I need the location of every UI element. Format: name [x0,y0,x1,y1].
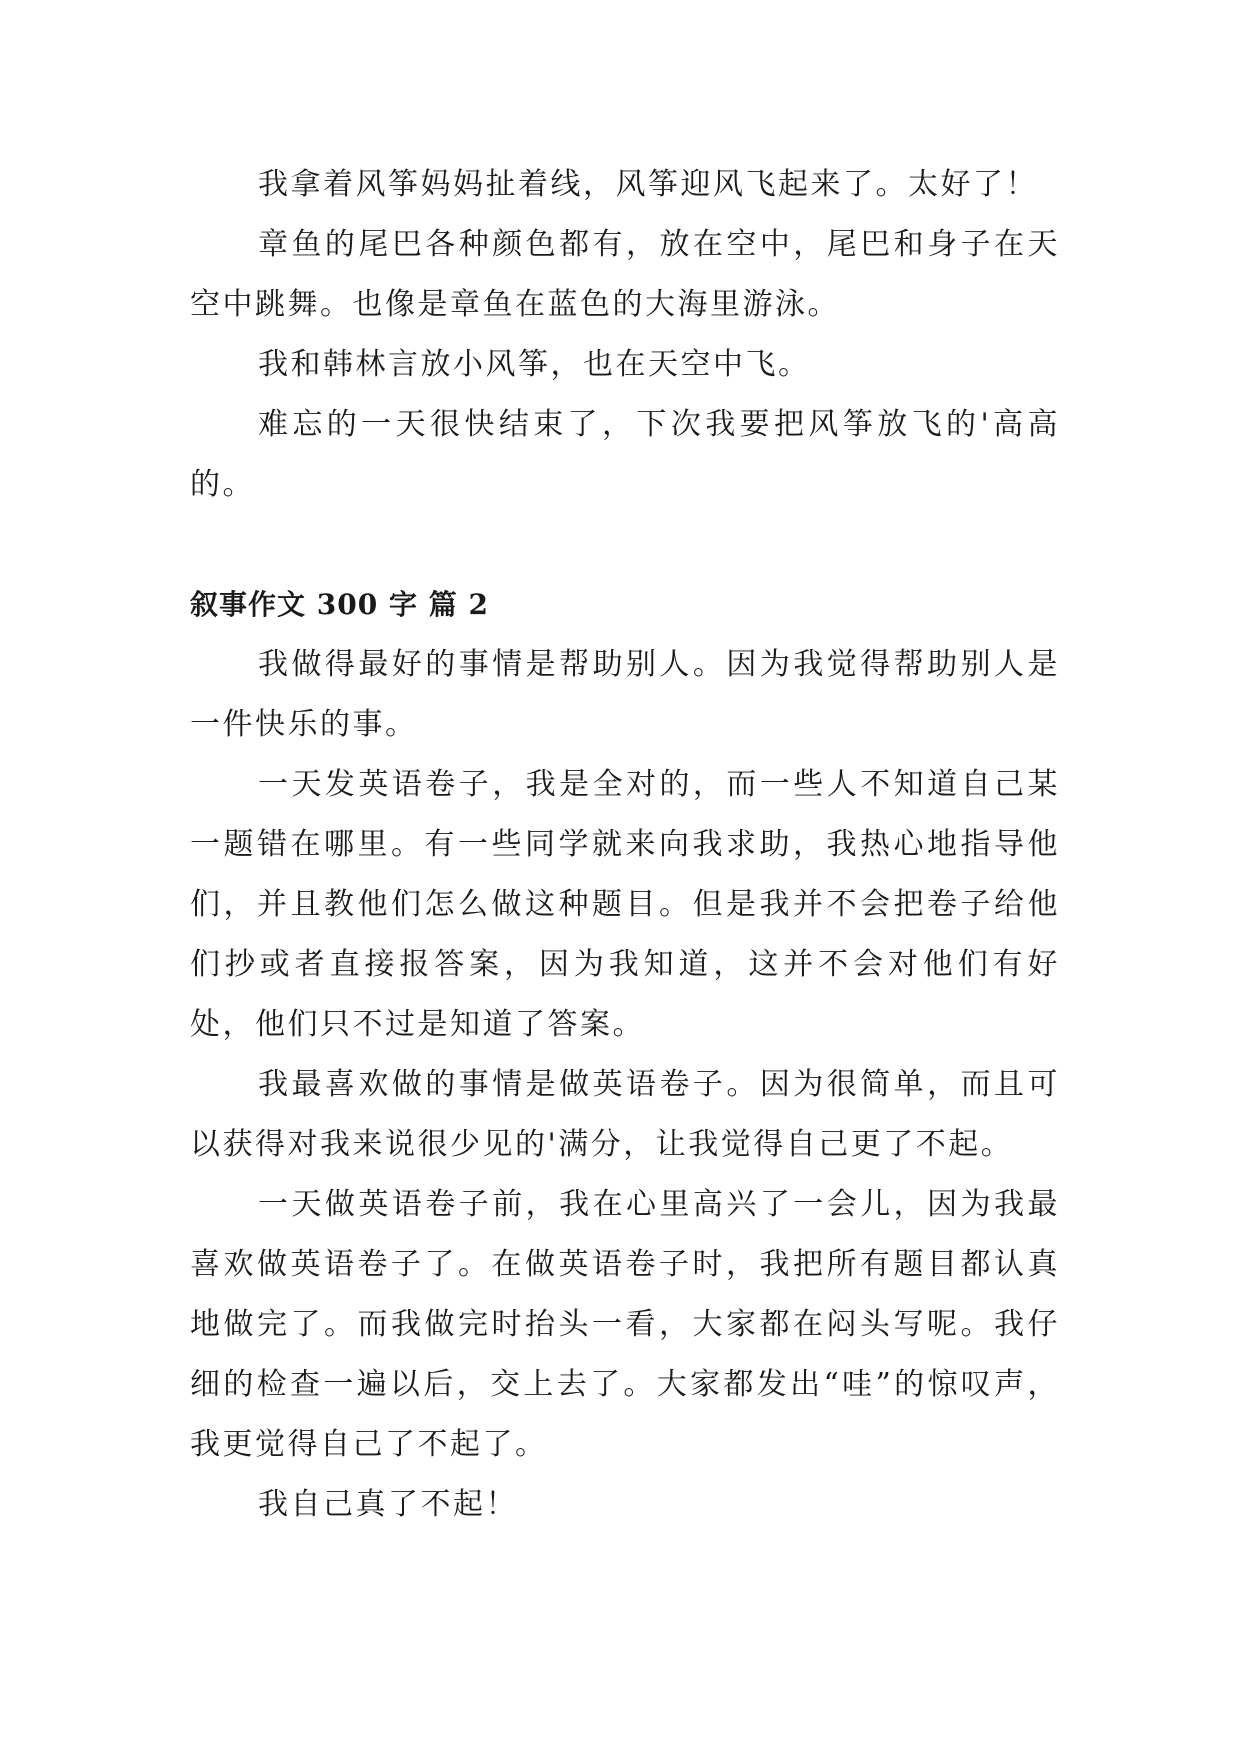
paragraph: 一天发英语卷子，我是全对的，而一些人不知道自己某一题错在哪里。有一些同学就来向我求助，我热心地指导他们，并且教他们怎么做这种题目。但是我并不会把卷子给他们抄或者直接报答案，因为我知道，这并不会对他们有好处，他们只不过是知道了答案。 [190,767,1060,1042]
paragraph: 章鱼的尾巴各种颜色都有，放在空中，尾巴和身子在天空中跳舞。也像是章鱼在蓝色的大海里游泳。 [190,227,1060,322]
paragraph: 我自己真了不起！ [258,1487,518,1522]
document-page [190,155,1060,1535]
paragraph: 我最喜欢做的事情是做英语卷子。因为很简单，而且可以获得对我来说很少见的'满分，让我觉得自己更了不起。 [190,1067,1060,1162]
paragraph: 我拿着风筝妈妈扯着线，风筝迎风飞起来了。太好了！ [258,167,1038,202]
paragraph: 一天做英语卷子前，我在心里高兴了一会儿，因为我最喜欢做英语卷子了。在做英语卷子时，我把所有题目都认真地做完了。而我做完时抬头一看，大家都在闷头写呢。我仔细的检查一遍以后，交上去了。大家都发出“哇”的惊叹声，我更觉得自己了不起了。 [190,1187,1060,1462]
paragraph: 我做得最好的事情是帮助别人。因为我觉得帮助别人是一件快乐的事。 [190,647,1060,742]
paragraph: 我和韩林言放小风筝，也在天空中飞。 [258,347,811,382]
section-title: 叙事作文 300 字 篇 2 [190,588,489,621]
paragraph: 难忘的一天很快结束了，下次我要把风筝放飞的'高高的。 [190,407,1060,502]
